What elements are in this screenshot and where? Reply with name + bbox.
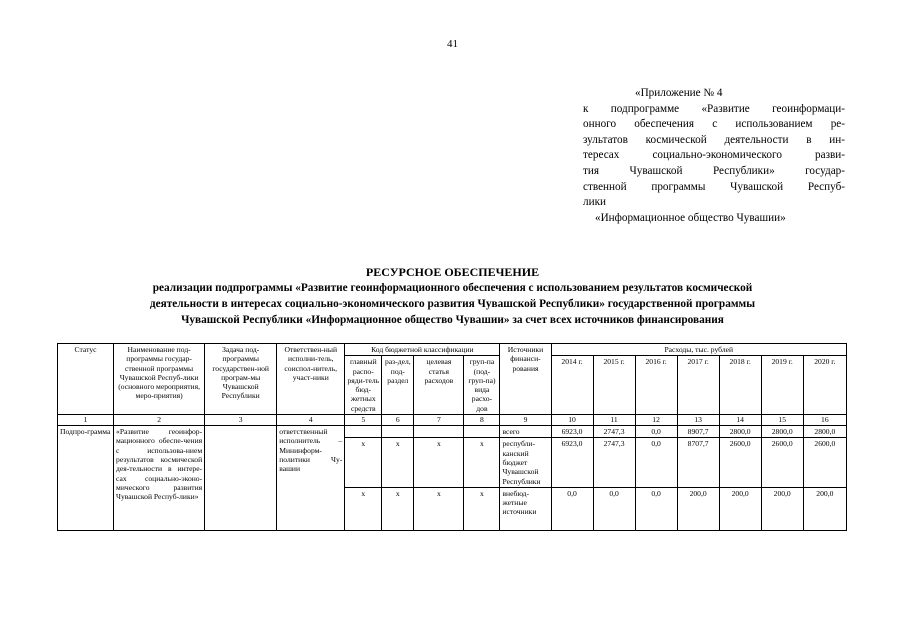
cell-value: 0,0 xyxy=(551,487,593,530)
header-year: 2018 г. xyxy=(719,356,761,415)
cell-value: 2600,0 xyxy=(803,438,846,487)
cell-code-group: х xyxy=(464,487,500,530)
column-number: 12 xyxy=(635,415,677,426)
cell-code-manager xyxy=(345,426,382,438)
header-sources: Источники финанси-рования xyxy=(500,344,551,415)
column-number: 16 xyxy=(803,415,846,426)
header-group: груп-па (под-груп-па) вида расхо-дов xyxy=(464,356,500,415)
header-year: 2017 г. xyxy=(677,356,719,415)
header-manager: главный распо-ряди-тель бюд-жетных средств xyxy=(345,356,382,415)
column-number: 14 xyxy=(719,415,761,426)
appendix-line: тересах социально-экономического разви- xyxy=(583,149,845,162)
cell-responsible: ответственный исполнитель – Мининформ-политики Чу-вашии xyxy=(277,426,345,531)
heading-subtitle-line: реализации подпрограммы «Развитие геоинформационного обеспечения с использованием результатов космической xyxy=(152,282,753,294)
cell-value: 0,0 xyxy=(635,487,677,530)
header-status: Статус xyxy=(58,344,114,415)
header-name: Наименование под-программы государ-ственной программы Чувашской Респуб-лики (основного мероприятия, меро-приятия) xyxy=(114,344,205,415)
cell-source: внебюд-жетные источники xyxy=(500,487,551,530)
cell-value: 200,0 xyxy=(719,487,761,530)
appendix-line: к подпрограмме «Развитие геоинформаци- xyxy=(583,102,845,115)
header-section: раз-дел, под-раздел xyxy=(382,356,414,415)
appendix-program-name: «Информационное общество Чувашии» xyxy=(595,211,786,224)
header-year: 2019 г. xyxy=(761,356,803,415)
column-number: 10 xyxy=(551,415,593,426)
cell-value: 0,0 xyxy=(635,426,677,438)
cell-value: 200,0 xyxy=(761,487,803,530)
cell-code-manager: х xyxy=(345,487,382,530)
column-number: 7 xyxy=(414,415,464,426)
cell-code-group xyxy=(464,426,500,438)
cell-value: 8907,7 xyxy=(677,426,719,438)
cell-code-target: х xyxy=(414,438,464,487)
column-number: 1 xyxy=(58,415,114,426)
cell-code-section: х xyxy=(382,487,414,530)
header-row xyxy=(58,344,847,356)
document-heading xyxy=(40,264,865,328)
appendix-line: зультатов космической деятельности в ин- xyxy=(583,133,845,146)
appendix-title: «Приложение № 4 xyxy=(635,87,723,99)
cell-value: 2747,3 xyxy=(593,426,635,438)
cell-value: 2600,0 xyxy=(761,438,803,487)
cell-value: 2600,0 xyxy=(719,438,761,487)
cell-subprogram-name: «Развитие геоинфор-мационного обеспе-чения с использова-нием результатов космической дея-тельности в интере-сах социально-эконо-мического развития Чувашской Респуб-лики» xyxy=(114,426,205,531)
column-number: 5 xyxy=(345,415,382,426)
header-year: 2020 г. xyxy=(803,356,846,415)
header-target: целевая статья расходов xyxy=(414,356,464,415)
cell-source: всего xyxy=(500,426,551,438)
heading-title: РЕСУРСНОЕ ОБЕСПЕЧЕНИЕ xyxy=(365,265,540,279)
cell-value: 6923,0 xyxy=(551,426,593,438)
header-year: 2014 г. xyxy=(551,356,593,415)
appendix-line: ственной программы Чувашской Респуб- xyxy=(583,180,845,193)
cell-value: 200,0 xyxy=(803,487,846,530)
cell-task xyxy=(205,426,277,531)
appendix-line: онного обеспечения с использованием ре- xyxy=(583,118,845,131)
cell-value: 0,0 xyxy=(593,487,635,530)
cell-value: 2800,0 xyxy=(803,426,846,438)
header-task: Задача под-программы государствен-ной програм-мы Чувашской Республики xyxy=(205,344,277,415)
cell-code-section xyxy=(382,426,414,438)
column-number: 9 xyxy=(500,415,551,426)
resource-table xyxy=(57,343,847,531)
cell-status: Подпро-грамма xyxy=(58,426,114,531)
appendix-line: лики xyxy=(583,196,606,209)
cell-value: 8707,7 xyxy=(677,438,719,487)
appendix-block xyxy=(583,86,845,226)
heading-subtitle-line: Чувашской Республики «Информационное общество Чувашии» за счет всех источников финансирования xyxy=(181,314,724,326)
table-row xyxy=(58,426,847,438)
cell-value: 2747,3 xyxy=(593,438,635,487)
header-budget-code: Код бюджетной классификации xyxy=(345,344,500,356)
header-year: 2016 г. xyxy=(635,356,677,415)
column-number: 8 xyxy=(464,415,500,426)
cell-code-group: х xyxy=(464,438,500,487)
page-number: 41 xyxy=(447,38,458,50)
appendix-line: тия Чувашской Республики» государ- xyxy=(583,164,845,177)
cell-code-section: х xyxy=(382,438,414,487)
column-number: 2 xyxy=(114,415,205,426)
column-number: 4 xyxy=(277,415,345,426)
column-number: 6 xyxy=(382,415,414,426)
cell-value: 200,0 xyxy=(677,487,719,530)
header-responsible: Ответствен-ный исполни-тель, соиспол-нитель, участ-ники xyxy=(277,344,345,415)
cell-code-target: х xyxy=(414,487,464,530)
heading-subtitle-line: деятельности в интересах социально-экономического развития Чувашской Республики» государственной программы xyxy=(149,298,756,310)
cell-value: 2800,0 xyxy=(719,426,761,438)
cell-code-manager: х xyxy=(345,438,382,487)
header-expenses: Расходы, тыс. рублей xyxy=(551,344,846,356)
column-number-row xyxy=(58,415,847,426)
column-number: 3 xyxy=(205,415,277,426)
cell-code-target xyxy=(414,426,464,438)
column-number: 11 xyxy=(593,415,635,426)
cell-value: 6923,0 xyxy=(551,438,593,487)
cell-value: 2800,0 xyxy=(761,426,803,438)
header-year: 2015 г. xyxy=(593,356,635,415)
cell-value: 0,0 xyxy=(635,438,677,487)
column-number: 13 xyxy=(677,415,719,426)
cell-source: республи-канский бюджет Чувашской Республики xyxy=(500,438,551,487)
column-number: 15 xyxy=(761,415,803,426)
